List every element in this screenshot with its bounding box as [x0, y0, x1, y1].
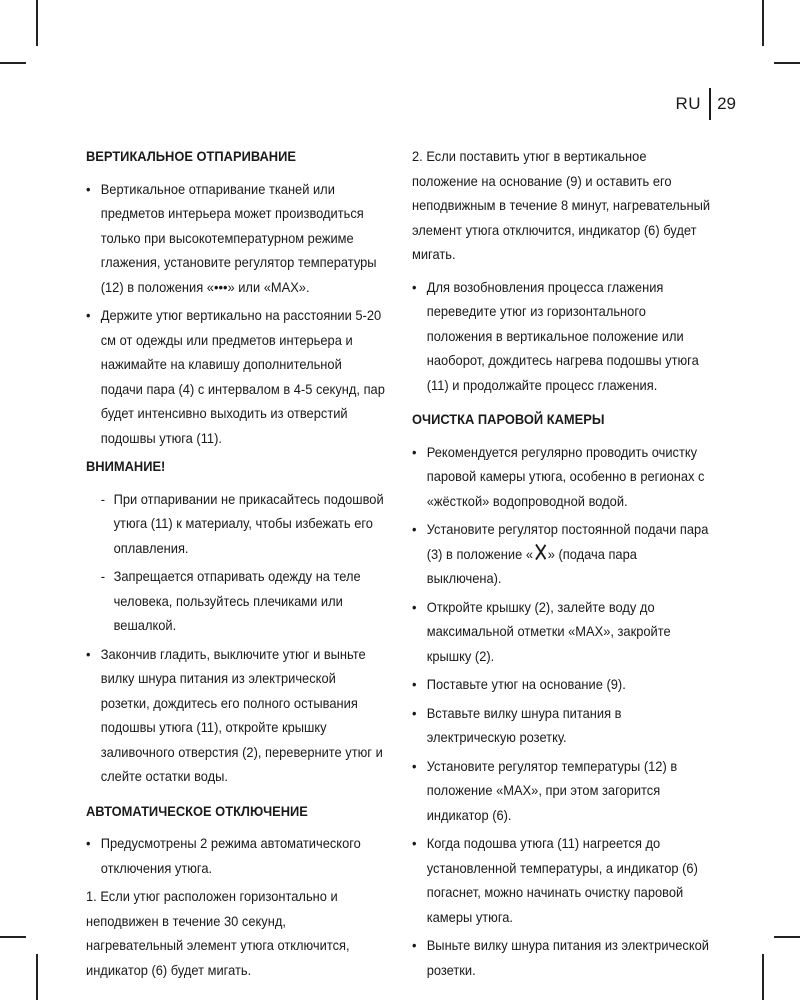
crop-mark-right-bottom [774, 936, 800, 938]
bullet-item: • Держите утюг вертикально на расстоянии 5-20 см от одежды или предметов интерьера и нажимайте на клавишу дополнительной подачи пара (4) с интервалом в 4-5 секунд, пар будет интенсивно выходить из отверстий подошвы утюга (11). [86, 303, 386, 450]
bullet-text: Установите регулятор постоянной подачи пара (3) в положение « [426, 521, 709, 562]
right-column [412, 144, 712, 986]
section-heading-vertical-steaming: ВЕРТИКАЛЬНОЕ ОТПАРИВАНИЕ [86, 148, 296, 164]
bullet-item: • Закончив гладить, выключите утюг и выньте вилку шнура питания из электрической розетки, дождитесь его полного остывания подошвы утюга (11), откройте крышку заливочного отверстия (2), переверните утюг и слейте остатки воды. [86, 642, 386, 789]
bullet-item: • Установите регулятор температуры (12) в положение «MAX», при этом загорится индикатор (6). [412, 754, 712, 828]
bullet-list [86, 831, 386, 880]
numbered-paragraph: 2. Если поставить утюг в вертикальное положение на основание (9) и оставить его неподвижным в течение 8 минут, нагревательный элемент утюга отключится, индикатор (6) будет мигать. [412, 148, 711, 262]
bullet-item: • Для возобновления процесса глажения переведите утюг из горизонтального положения в вертикальное положение или наоборот, дождитесь нагрева подошвы утюга (11) и продолжайте процесс глажения. [412, 275, 712, 398]
numbered-paragraph: 1. Если утюг расположен горизонтально и неподвижен в течение 30 секунд, нагревательный элемент утюга отключится, индикатор (6) будет мигать. [86, 888, 350, 978]
crop-mark-top-right [762, 0, 764, 46]
page-header [676, 88, 736, 120]
section-heading-steam-chamber-cleaning: ОЧИСТКА ПАРОВОЙ КАМЕРЫ [412, 411, 605, 427]
bullet-item: • Предусмотрены 2 режима автоматического отключения утюга. [86, 831, 386, 880]
language-code: RU [675, 94, 702, 113]
bullet-item: • Поставьте утюг на основание (9). [412, 672, 712, 697]
bullet-text: » (подача пара выключена). [426, 545, 637, 586]
page-number: 29 [717, 94, 736, 113]
steam-off-icon [533, 546, 548, 560]
crop-mark-bottom-left [36, 954, 38, 1000]
bullet-item: • Вертикальное отпаривание тканей или предметов интерьера может производиться только при высокотемпературном режиме глажения, установите регулятор температуры (12) в положения «•••» или «MAX». [86, 177, 386, 300]
crop-mark-top-left [36, 0, 38, 46]
warning-heading: ВНИМАНИЕ! [86, 458, 166, 474]
bullet-list [412, 275, 712, 398]
bullet-item: • Когда подошва утюга (11) нагреется до установленной температуры, а индикатор (6) погаснет, можно начинать очистку паровой камеры утюга. [412, 831, 712, 929]
bullet-list [86, 642, 386, 789]
bullet-list [86, 177, 386, 451]
bullet-item: • Вставьте вилку шнура питания в электрическую розетку. [412, 701, 712, 750]
crop-mark-bottom-right [762, 954, 764, 1000]
bullet-item: • Рекомендуется регулярно проводить очистку паровой камеры утюга, особенно в регионах с «жёсткой» водопроводной водой. [412, 440, 712, 514]
bullet-item [412, 517, 712, 591]
crop-mark-left-bottom [0, 936, 26, 938]
dash-item: - Запрещается отпаривать одежду на теле человека, пользуйтесь плечиками или вешалкой. [99, 564, 386, 638]
dash-list [86, 487, 386, 638]
section-heading-auto-shutoff: АВТОМАТИЧЕСКОЕ ОТКЛЮЧЕНИЕ [86, 802, 308, 819]
crop-mark-left-top [0, 62, 26, 64]
crop-mark-right-top [774, 62, 800, 64]
dash-item: - При отпаривании не прикасайтесь подошвой утюга (11) к материалу, чтобы избежать его оплавления. [99, 487, 386, 561]
bullet-item: • Выньте вилку шнура питания из электрической розетки. [412, 933, 712, 982]
bullet-item: • Откройте крышку (2), залейте воду до максимальной отметки «MAX», закройте крышку (2). [412, 595, 712, 669]
bullet-list [412, 440, 712, 983]
left-column [86, 144, 386, 990]
